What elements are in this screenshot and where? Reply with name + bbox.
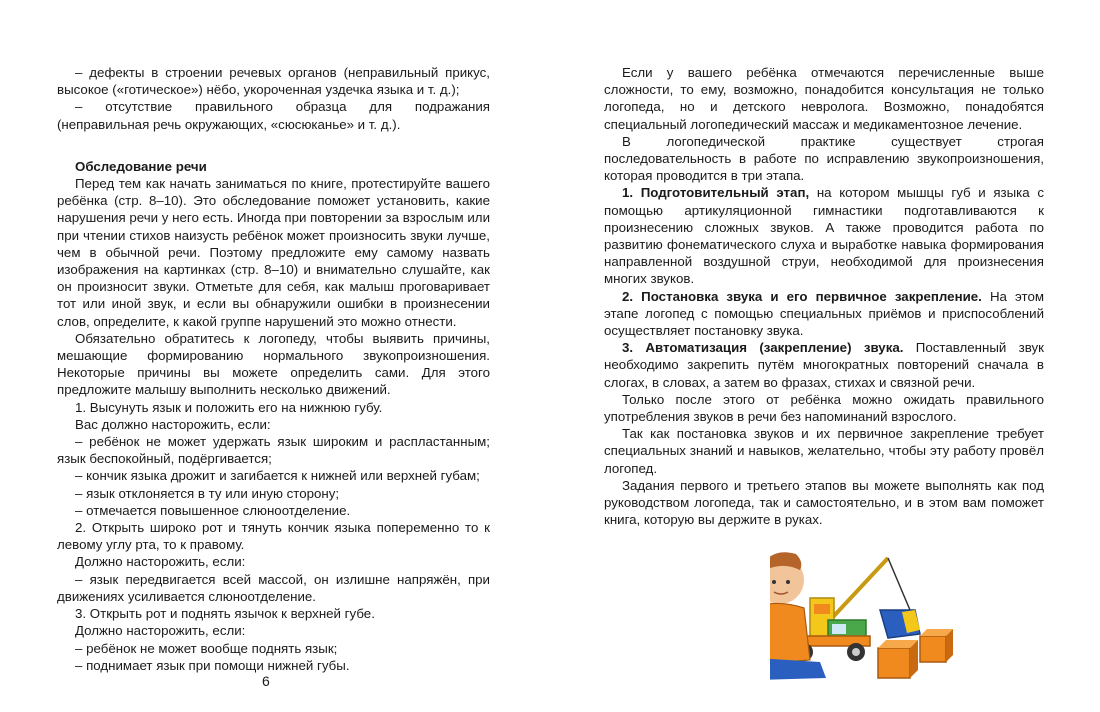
paragraph: Только после этого от ребёнка можно ожидать правильного употребления звуков в речи без напоминаний взрослого. bbox=[604, 391, 1044, 425]
test-sign: – ребёнок не может удержать язык широким и распластанным; язык беспокойный, подёргивается; bbox=[57, 434, 490, 467]
test-sign: – отмечается повышенное слюноотделение. bbox=[75, 502, 351, 518]
stage-title: 2. Постановка звука и его первичное закрепление. bbox=[622, 288, 982, 304]
test-task: 2. Открыть широко рот и тянуть кончик языка попеременно то к левому углу рта, то к правому. bbox=[57, 520, 490, 553]
paragraph: Перед тем как начать заниматься по книге, протестируйте вашего ребёнка (стр. 8–10). Это обследование поможет установить, какие нарушения речи у него есть. Иногда при повторении за взрослым или при чтении стихов наизусть ребёнок может произносить звуки лучше, чем в обычной речи. Поэтому предложите ему самому назвать изображения на картинках (стр. 8–10) и внимательно слушайте, как он произносит звуки. Отметьте для себя, как малыш проговаривает тот или иной звук, и если вы обнаружили ошибки в произнесении слов, определите, к какой группе нарушений это можно отнести. bbox=[57, 176, 490, 329]
stage-text: на котором мышцы губ и языка с помощью артикуляционной гимнастики подготавливаются к произнесению сложных звуков. А также проводится работа по развитию фонематического слуха и выработке навыка формирования направленной воздушной струи, необходимой для произнесения многих звуков. bbox=[604, 185, 1044, 287]
test-alert: Вас должно насторожить, если: bbox=[75, 416, 271, 432]
test-sign: – поднимает язык при помощи нижней губы. bbox=[75, 657, 350, 673]
test-sign: – кончик языка дрожит и загибается к нижней или верхней губам; bbox=[75, 468, 480, 484]
paragraph: Если у вашего ребёнка отмечаются перечисленные выше сложности, то ему, возможно, понадобится консультация не только логопеда, но и детского невролога. Возможно, понадобятся специальный логопедический массаж и медикаментозное лечение. bbox=[604, 65, 1044, 132]
section-heading: Обследование речи bbox=[75, 158, 207, 174]
stage-paragraph bbox=[604, 288, 1044, 340]
test-sign: – язык передвигается всей массой, он излишне напряжён, при движениях усиливается слюноотделение. bbox=[57, 571, 490, 604]
test-task: 1. Высунуть язык и положить его на нижнюю губу. bbox=[75, 399, 383, 415]
page-number: 6 bbox=[262, 673, 270, 689]
paragraph: Так как постановка звуков и их первичное закрепление требует специальных знаний и навыков, желательно, чтобы эту работу провёл логопед. bbox=[604, 426, 1044, 476]
stage-paragraph bbox=[604, 339, 1044, 391]
paragraph: В логопедической практике существует строгая последовательность в работе по исправлению звукопроизношения, которая проводится в три этапа. bbox=[604, 133, 1044, 184]
test-alert: Должно насторожить, если: bbox=[75, 554, 246, 570]
test-alert: Должно насторожить, если: bbox=[75, 623, 246, 639]
test-task: 3. Открыть рот и поднять язычок к верхней губе. bbox=[75, 606, 375, 622]
left-column bbox=[57, 64, 490, 674]
right-column bbox=[604, 64, 1044, 528]
stage-text: Поставленный звук необходимо закрепить путём многократных повторений сначала в слогах, в словах, а затем во фразах, стихах и связной речи. bbox=[604, 340, 1045, 390]
stage-title: 3. Автоматизация (закрепление) звука. bbox=[622, 340, 904, 356]
paragraph: Задания первого и третьего этапов вы можете выполнять как под руководством логопеда, так и самостоятельно, и в этом вам поможет книга, которую вы держите в руках. bbox=[604, 477, 1044, 528]
paragraph: Обязательно обратитесь к логопеду, чтобы выявить причины, мешающие формированию нормального звукопроизношения. Некоторые причины вы можете определить сами. Для этого предложите малышу выполнить несколько движений. bbox=[57, 330, 490, 398]
stage-paragraph bbox=[604, 184, 1044, 287]
boy-with-toy-crane-illustration bbox=[770, 540, 1070, 690]
cause-item: – отсутствие правильного образца для подражания (неправильная речь окружающих, «сюсюканье» и т. д.). bbox=[57, 99, 490, 132]
cause-item: – дефекты в строении речевых органов (неправильный прикус, высокое («готическое») нёбо, укороченная уздечка языка и т. д.); bbox=[57, 65, 490, 98]
stage-text: На этом этапе логопед с помощью специальных приёмов и приспособлений осуществляет постановку звука. bbox=[604, 288, 1045, 339]
test-sign: – ребёнок не может вообще поднять язык; bbox=[75, 640, 338, 656]
stage-title: 1. Подготовительный этап, bbox=[622, 185, 810, 201]
test-sign: – язык отклоняется в ту или иную сторону; bbox=[75, 485, 340, 501]
